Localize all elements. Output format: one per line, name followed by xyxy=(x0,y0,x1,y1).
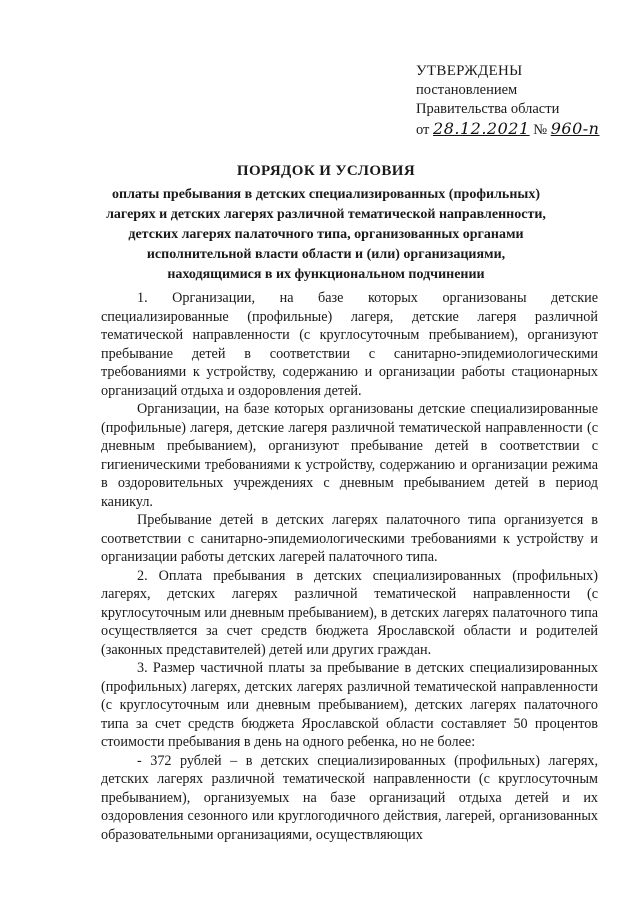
paragraph-1: 1. Организации, на базе которых организованы детские специализированные (профильные) лагеря, детские лагеря различной тематической направленности (с круглосуточным пребыванием), организуют пребывание детей в соответствии с санитарно-эпидемиологическими требованиями к устройству, содержанию и организации работы стационарных организаций отдыха и оздоровления детей. xyxy=(101,290,598,399)
document-title: ПОРЯДОК И УСЛОВИЯ xyxy=(236,163,416,179)
paragraph-4: 2. Оплата пребывания в детских специализированных (профильных) лагерях, детских лагерях различной тематической направленности (с круглосуточным или дневным пребыванием), в детских лагерях палаточного типа осуществляется за счет средств бюджета Ярославской области и родителей (законных представителей) детей или других граждан. xyxy=(101,567,598,658)
paragraph-6: - 372 рублей – в детских специализированных (профильных) лагерях, детских лагерях различной тематической направленности (с круглосуточным пребыванием), организуемых на базе организаций отдыха детей и их оздоровления сезонного или круглогодичного действия, лагерей, организованных образовательными организациями, осуществляющих xyxy=(101,752,598,843)
paragraph-3: Пребывание детей в детских лагерях палаточного типа организуется в соответствии с санитарно-эпидемиологическими требованиями к устройству и организации работы детских лагерей палаточного типа. xyxy=(101,512,598,565)
paragraph-5: 3. Размер частичной платы за пребывание в детских специализированных (профильных) лагерях, детских лагерях различной тематической направленности (с круглосуточным или дневным пребыванием), детских лагерях палаточного типа за счет средств бюджета Ярославской области составляет 50 процентов стоимости пребывания в день на одного ребенка, но не более: xyxy=(101,660,598,750)
document-heading xyxy=(100,161,552,285)
approval-date-prefix: от xyxy=(416,122,430,138)
approval-date: 28.12.2021 xyxy=(433,119,530,138)
document-body xyxy=(101,289,598,844)
approval-line-resolution: постановлением xyxy=(416,82,518,98)
approval-number: 960-п xyxy=(550,119,600,138)
approval-block xyxy=(416,62,599,140)
paragraph-2: Организации, на базе которых организованы детские специализированные (профильные) лагеря, детские лагеря различной тематической направленности (с дневным пребыванием), организуют пребывание детей в соответствии с гигиеническими требованиями к устройству, содержанию и организации режима в оздоровительных учреждениях с дневным пребыванием детей в период каникул. xyxy=(101,401,598,510)
approval-title: УТВЕРЖДЕНЫ xyxy=(416,63,523,79)
document-subtitle: оплаты пребывания в детских специализированных (профильных) лагерях и детских лагерях различной тематической направленности, детских лагерях палаточного типа, организованных органами исполнительной власти области и (или) организациями, находящимися в их функциональном подчинении xyxy=(106,187,546,282)
approval-line-government: Правительства области xyxy=(416,101,560,117)
approval-number-sign: № xyxy=(533,122,548,138)
approval-date-line xyxy=(416,119,599,140)
